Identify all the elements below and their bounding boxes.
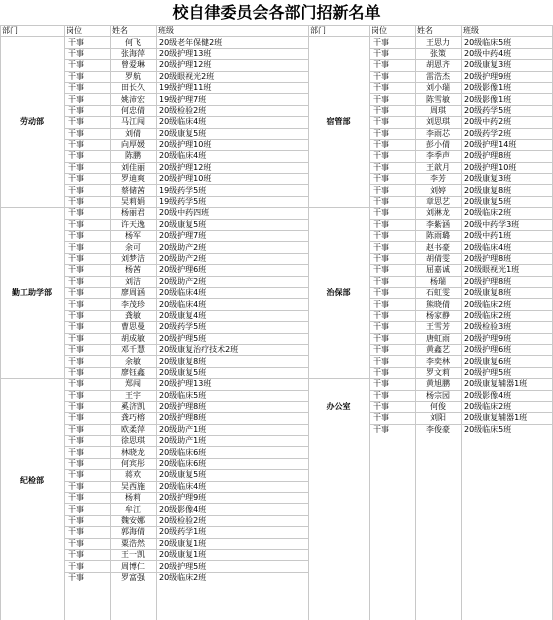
position-cell: 干事 [64, 231, 110, 242]
position-cell: 干事 [64, 162, 110, 173]
name-cell: 赵书豪 [415, 242, 461, 253]
class-cell: 20级临床4班 [156, 299, 308, 310]
grid-line [156, 25, 157, 620]
class-cell: 20级临床2班 [461, 310, 553, 321]
name-cell: 石虹雯 [415, 287, 461, 298]
position-cell: 干事 [369, 162, 415, 173]
class-cell: 20级临床4班 [156, 151, 308, 162]
name-cell: 胡倩雯 [415, 253, 461, 264]
class-cell: 20级老年保健2班 [156, 37, 308, 48]
position-cell: 干事 [64, 424, 110, 435]
class-cell: 20级临床6班 [156, 458, 308, 469]
name-cell: 何忠倩 [110, 105, 156, 116]
class-cell: 20级护理5班 [461, 367, 553, 378]
name-cell: 罗航 [110, 71, 156, 82]
position-cell: 干事 [369, 71, 415, 82]
name-cell: 刘小瑞 [415, 82, 461, 93]
class-cell: 20级临床2班 [461, 208, 553, 219]
name-cell: 李雨芯 [415, 128, 461, 139]
class-cell: 20级中药2班 [461, 117, 553, 128]
class-cell: 20级康复3班 [461, 174, 553, 185]
name-cell: 刘阳 [415, 413, 461, 424]
class-cell: 20级康复5班 [156, 219, 308, 230]
position-cell: 干事 [369, 367, 415, 378]
position-cell: 干事 [64, 287, 110, 298]
position-cell: 干事 [64, 493, 110, 504]
class-cell: 20级康复8班 [461, 287, 553, 298]
name-cell: 王宇 [110, 390, 156, 401]
name-cell: 王歆月 [415, 162, 461, 173]
class-cell: 20级影像4班 [156, 504, 308, 515]
name-cell: 杨丽君 [110, 208, 156, 219]
class-cell: 20级康复辅器1班 [461, 413, 553, 424]
class-cell: 20级康复8班 [156, 356, 308, 367]
dept-name: 治保部 [308, 208, 369, 379]
position-cell: 干事 [64, 458, 110, 469]
name-cell: 刘梦洁 [110, 253, 156, 264]
name-cell: 唐虹雨 [415, 333, 461, 344]
class-cell: 20级康复5班 [156, 470, 308, 481]
position-cell: 干事 [64, 82, 110, 93]
position-cell: 干事 [369, 356, 415, 367]
header-dept: 部门 [0, 26, 64, 37]
position-cell: 干事 [64, 151, 110, 162]
position-cell: 干事 [369, 424, 415, 435]
right-table [308, 25, 553, 435]
header-name: 姓名 [110, 26, 156, 37]
class-cell: 20级中药4班 [461, 48, 553, 59]
name-cell: 龚巧榕 [110, 413, 156, 424]
name-cell: 陈雨璐 [415, 231, 461, 242]
class-cell: 20级助产2班 [156, 253, 308, 264]
class-cell: 20级护理5班 [156, 333, 308, 344]
name-cell: 罗文莉 [415, 367, 461, 378]
name-cell: 罗富强 [110, 572, 156, 583]
class-cell: 20级护理12班 [156, 162, 308, 173]
class-cell: 20级影像4班 [461, 390, 553, 401]
table-row [0, 208, 308, 219]
position-cell: 干事 [64, 219, 110, 230]
table-row [308, 208, 553, 219]
dept-name: 办公室 [308, 379, 369, 435]
position-cell: 干事 [369, 276, 415, 287]
name-cell: 王雪芳 [415, 322, 461, 333]
name-cell: 李芳 [415, 174, 461, 185]
name-cell: 章思艺 [415, 196, 461, 207]
name-cell: 欧柔萍 [110, 424, 156, 435]
position-cell: 干事 [64, 436, 110, 447]
position-cell: 干事 [64, 37, 110, 48]
class-cell: 19级药学5班 [156, 196, 308, 207]
class-cell: 20级护理8班 [461, 151, 553, 162]
position-cell: 干事 [369, 344, 415, 355]
header-row [308, 26, 553, 37]
name-cell: 杨宗园 [415, 390, 461, 401]
name-cell: 奚济凯 [110, 401, 156, 412]
class-cell: 20级护理12班 [156, 60, 308, 71]
name-cell: 杨军 [110, 231, 156, 242]
class-cell: 20级检验3班 [461, 322, 553, 333]
class-cell: 20级康复4班 [156, 310, 308, 321]
name-cell: 胡恩齐 [415, 60, 461, 71]
name-cell: 何俊 [415, 401, 461, 412]
position-cell: 干事 [64, 356, 110, 367]
position-cell: 干事 [64, 196, 110, 207]
position-cell: 干事 [64, 470, 110, 481]
position-cell: 干事 [369, 310, 415, 321]
name-cell: 熊晓倩 [415, 299, 461, 310]
name-cell: 雷浩杰 [415, 71, 461, 82]
name-cell: 邓千慧 [110, 344, 156, 355]
name-cell: 廖周涵 [110, 287, 156, 298]
name-cell: 刘倩 [110, 128, 156, 139]
class-cell: 20级临床2班 [461, 299, 553, 310]
class-cell: 20级护理10班 [461, 162, 553, 173]
class-cell: 20级护理10班 [156, 174, 308, 185]
name-cell: 杨莉 [110, 493, 156, 504]
position-cell: 干事 [369, 139, 415, 150]
class-cell: 20级临床6班 [156, 447, 308, 458]
position-cell: 干事 [369, 242, 415, 253]
name-cell: 刘思琪 [415, 117, 461, 128]
header-class: 班级 [461, 26, 553, 37]
name-cell: 杨家静 [415, 310, 461, 321]
table-row [308, 37, 553, 48]
position-cell: 干事 [369, 231, 415, 242]
class-cell: 20级临床4班 [156, 117, 308, 128]
position-cell: 干事 [369, 60, 415, 71]
position-cell: 干事 [369, 413, 415, 424]
position-cell: 干事 [64, 504, 110, 515]
class-cell: 20级护理8班 [461, 253, 553, 264]
position-cell: 干事 [369, 37, 415, 48]
grid-line [369, 25, 370, 620]
position-cell: 干事 [64, 401, 110, 412]
position-cell: 干事 [369, 287, 415, 298]
name-cell: 许天逸 [110, 219, 156, 230]
name-cell: 李奕林 [415, 356, 461, 367]
class-cell: 20级护理6班 [461, 344, 553, 355]
name-cell: 吴西施 [110, 481, 156, 492]
class-cell: 20级中药1班 [461, 231, 553, 242]
name-cell: 曹思曼 [110, 322, 156, 333]
class-cell: 20级康复1班 [156, 549, 308, 560]
name-cell: 刘洁 [110, 276, 156, 287]
name-cell: 蒋欢 [110, 470, 156, 481]
name-cell: 屈嘉诚 [415, 265, 461, 276]
position-cell: 干事 [369, 390, 415, 401]
grid-line [0, 25, 1, 620]
position-cell: 干事 [64, 299, 110, 310]
header-position: 岗位 [369, 26, 415, 37]
name-cell: 张海萍 [110, 48, 156, 59]
class-cell: 20级影像1班 [461, 82, 553, 93]
class-cell: 20级康复3班 [461, 60, 553, 71]
position-cell: 干事 [369, 128, 415, 139]
class-cell: 20级护理13班 [156, 379, 308, 390]
class-cell: 20级助产1班 [156, 436, 308, 447]
position-cell: 干事 [64, 413, 110, 424]
header-dept: 部门 [308, 26, 369, 37]
position-cell: 干事 [369, 48, 415, 59]
class-cell: 20级护理10班 [156, 139, 308, 150]
position-cell: 干事 [369, 208, 415, 219]
class-cell: 20级康复1班 [156, 538, 308, 549]
class-cell: 20级临床5班 [461, 37, 553, 48]
class-cell: 20级护理7班 [156, 231, 308, 242]
position-cell: 干事 [64, 367, 110, 378]
name-cell: 马江闯 [110, 117, 156, 128]
table-row [308, 379, 553, 390]
position-cell: 干事 [369, 379, 415, 390]
position-cell: 干事 [64, 561, 110, 572]
class-cell: 20级眼视光2班 [156, 71, 308, 82]
position-cell: 干事 [369, 174, 415, 185]
position-cell: 干事 [64, 447, 110, 458]
name-cell: 周琪 [415, 105, 461, 116]
position-cell: 干事 [64, 94, 110, 105]
position-cell: 干事 [64, 322, 110, 333]
position-cell: 干事 [64, 105, 110, 116]
name-cell: 刘佳丽 [110, 162, 156, 173]
position-cell: 干事 [369, 117, 415, 128]
name-cell: 蔡储茜 [110, 185, 156, 196]
position-cell: 干事 [64, 333, 110, 344]
name-cell: 张策 [415, 48, 461, 59]
grid-line [110, 25, 111, 620]
left-table [0, 25, 308, 583]
class-cell: 20级临床2班 [156, 572, 308, 583]
class-cell: 20级临床5班 [461, 424, 553, 435]
name-cell: 牟江 [110, 504, 156, 515]
position-cell: 干事 [369, 253, 415, 264]
class-cell: 20级临床4班 [156, 481, 308, 492]
position-cell: 干事 [64, 538, 110, 549]
name-cell: 龚敏 [110, 310, 156, 321]
class-cell: 20级药学1班 [156, 527, 308, 538]
position-cell: 干事 [64, 71, 110, 82]
name-cell: 余敏 [110, 356, 156, 367]
grid-line [308, 25, 309, 620]
header-class: 班级 [156, 26, 308, 37]
dept-name: 纪检部 [0, 379, 64, 584]
position-cell: 干事 [64, 185, 110, 196]
position-cell: 干事 [369, 196, 415, 207]
name-cell: 田长久 [110, 82, 156, 93]
class-cell: 20级助产2班 [156, 276, 308, 287]
class-cell: 20级助产1班 [156, 424, 308, 435]
class-cell: 20级临床4班 [461, 242, 553, 253]
name-cell: 陈鹏 [110, 151, 156, 162]
name-cell: 徐思琪 [110, 436, 156, 447]
class-cell: 20级康复5班 [156, 367, 308, 378]
class-cell: 20级药学2班 [461, 128, 553, 139]
dept-name: 勤工助学部 [0, 208, 64, 379]
position-cell: 干事 [369, 94, 415, 105]
class-cell: 20级影像1班 [461, 94, 553, 105]
grid-line [415, 25, 416, 620]
position-cell: 干事 [64, 310, 110, 321]
class-cell: 20级护理8班 [156, 401, 308, 412]
class-cell: 20级助产2班 [156, 242, 308, 253]
name-cell: 刘婷 [415, 185, 461, 196]
position-cell: 干事 [64, 515, 110, 526]
position-cell: 干事 [64, 208, 110, 219]
class-cell: 20级康复8班 [461, 185, 553, 196]
class-cell: 20级护理8班 [461, 276, 553, 287]
header-row [0, 26, 308, 37]
name-cell: 王思力 [415, 37, 461, 48]
name-cell: 郑闯 [110, 379, 156, 390]
class-cell: 20级中药四班 [156, 208, 308, 219]
position-cell: 干事 [64, 276, 110, 287]
class-cell: 20级临床2班 [461, 401, 553, 412]
name-cell: 黄旭鹏 [415, 379, 461, 390]
name-cell: 余可 [110, 242, 156, 253]
position-cell: 干事 [64, 265, 110, 276]
table-row [0, 37, 308, 48]
name-cell: 吴莉娟 [110, 196, 156, 207]
class-cell: 20级护理9班 [156, 493, 308, 504]
name-cell: 何宾彤 [110, 458, 156, 469]
position-cell: 干事 [369, 322, 415, 333]
class-cell: 20级康复治疗技术2班 [156, 344, 308, 355]
name-cell: 彭小倩 [415, 139, 461, 150]
class-cell: 19级护理11班 [156, 82, 308, 93]
name-cell: 周博仁 [110, 561, 156, 572]
class-cell: 20级药学5班 [461, 105, 553, 116]
name-cell: 李俊豪 [415, 424, 461, 435]
position-cell: 干事 [369, 105, 415, 116]
position-cell: 干事 [64, 344, 110, 355]
class-cell: 20级护理9班 [461, 71, 553, 82]
position-cell: 干事 [64, 379, 110, 390]
position-cell: 干事 [369, 219, 415, 230]
name-cell: 郭海倩 [110, 527, 156, 538]
class-cell: 19级护理7班 [156, 94, 308, 105]
position-cell: 干事 [64, 390, 110, 401]
name-cell: 陈雪敏 [415, 94, 461, 105]
position-cell: 干事 [369, 185, 415, 196]
position-cell: 干事 [369, 299, 415, 310]
name-cell: 粟浩然 [110, 538, 156, 549]
grid-line [461, 25, 462, 620]
position-cell: 干事 [64, 60, 110, 71]
position-cell: 干事 [64, 527, 110, 538]
class-cell: 19级药学5班 [156, 185, 308, 196]
class-cell: 20级护理9班 [461, 333, 553, 344]
class-cell: 20级护理8班 [156, 413, 308, 424]
position-cell: 干事 [64, 117, 110, 128]
position-cell: 干事 [64, 549, 110, 560]
name-cell: 李季声 [415, 151, 461, 162]
grid-line [64, 25, 65, 620]
position-cell: 干事 [64, 128, 110, 139]
position-cell: 干事 [64, 242, 110, 253]
name-cell: 曾爱琳 [110, 60, 156, 71]
name-cell: 黄鑫艺 [415, 344, 461, 355]
name-cell: 罗迪爽 [110, 174, 156, 185]
name-cell: 胡成敏 [110, 333, 156, 344]
name-cell: 刘淋龙 [415, 208, 461, 219]
header-name: 姓名 [415, 26, 461, 37]
class-cell: 20级康复辅器1班 [461, 379, 553, 390]
name-cell: 杨瑞 [415, 276, 461, 287]
position-cell: 干事 [64, 253, 110, 264]
header-position: 岗位 [64, 26, 110, 37]
dept-name: 宿管部 [308, 37, 369, 208]
class-cell: 20级康复5班 [156, 128, 308, 139]
name-cell: 魏安娜 [110, 515, 156, 526]
name-cell: 廖钰鑫 [110, 367, 156, 378]
name-cell: 向厚媛 [110, 139, 156, 150]
name-cell: 李茂珍 [110, 299, 156, 310]
class-cell: 20级药学5班 [156, 322, 308, 333]
name-cell: 何飞 [110, 37, 156, 48]
position-cell: 干事 [369, 401, 415, 412]
class-cell: 20级临床5班 [156, 390, 308, 401]
class-cell: 20级临床4班 [156, 287, 308, 298]
position-cell: 干事 [64, 572, 110, 583]
name-cell: 王一凯 [110, 549, 156, 560]
class-cell: 20级康复6班 [461, 356, 553, 367]
class-cell: 20级护理6班 [156, 265, 308, 276]
position-cell: 干事 [369, 151, 415, 162]
class-cell: 20级护理5班 [156, 561, 308, 572]
position-cell: 干事 [369, 82, 415, 93]
name-cell: 杨茜 [110, 265, 156, 276]
class-cell: 20级检验2班 [156, 105, 308, 116]
position-cell: 干事 [369, 333, 415, 344]
dept-name: 劳动部 [0, 37, 64, 208]
class-cell: 20级眼视光1班 [461, 265, 553, 276]
position-cell: 干事 [369, 265, 415, 276]
class-cell: 20级护理14班 [461, 139, 553, 150]
class-cell: 20级检验2班 [156, 515, 308, 526]
name-cell: 姚沛宏 [110, 94, 156, 105]
class-cell: 20级康复5班 [461, 196, 553, 207]
name-cell: 林晓龙 [110, 447, 156, 458]
class-cell: 20级护理13班 [156, 48, 308, 59]
name-cell: 李紫涵 [415, 219, 461, 230]
class-cell: 20级中药学3班 [461, 219, 553, 230]
table-row [0, 379, 308, 390]
position-cell: 干事 [64, 481, 110, 492]
position-cell: 干事 [64, 174, 110, 185]
position-cell: 干事 [64, 48, 110, 59]
position-cell: 干事 [64, 139, 110, 150]
sheet-title: 校自律委员会各部门招新名单 [172, 3, 381, 22]
